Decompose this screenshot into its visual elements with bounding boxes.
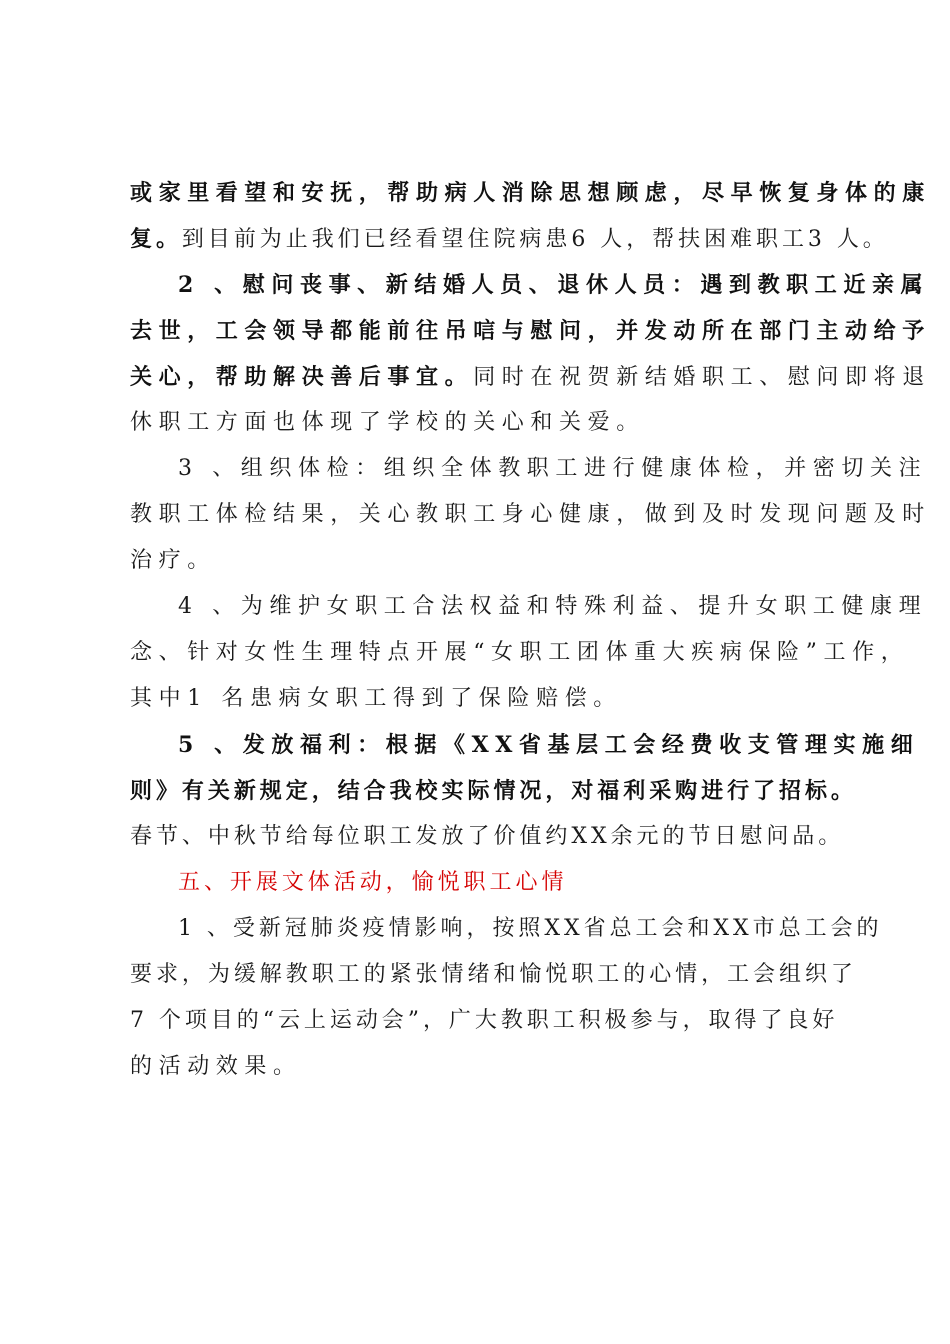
text-line: 7 个项目的“云上运动会”，广大教职工积极参与，取得了良好 xyxy=(130,1008,839,1033)
paragraph-6 xyxy=(130,906,883,1090)
text-line: 则》有关新规定，结合我校实际情况，对福利采购进行了招标。 xyxy=(130,778,857,804)
text-line: 春节、中秋节给每位职工发放了价值约XX余元的节日慰问品。 xyxy=(130,824,845,849)
text-line: 5 、发放福利：根据《XX省基层工会经费收支管理实施细 xyxy=(178,732,920,758)
bold-text: 复。 xyxy=(130,226,182,252)
text-line: 1 、受新冠肺炎疫情影响，按照XX省总工会和XX市总工会的 xyxy=(178,916,883,941)
text-line xyxy=(130,354,931,400)
paragraph-1 xyxy=(130,170,931,262)
text-line: 3 、组织体检：组织全体教职工进行健康体检，并密切关注 xyxy=(178,456,928,481)
text-line: 要求，为缓解教职工的紧张情绪和愉悦职工的心情，工会组织了 xyxy=(130,962,857,987)
text-line: 或家里看望和安抚，帮助病人消除思想顾虑，尽早恢复身体的康 xyxy=(130,180,931,206)
text-line: 4 、为维护女职工合法权益和特殊利益、提升女职工健康理 xyxy=(178,594,928,619)
text-line: 治疗。 xyxy=(130,548,216,573)
paragraph-4 xyxy=(130,584,928,722)
plain-text: 到目前为止我们已经看望住院病患6 人，帮扶困难职工3 人。 xyxy=(181,227,889,252)
text-line: 其中1 名患病女职工得到了保险赔偿。 xyxy=(130,686,622,711)
document-page xyxy=(130,170,931,1090)
section-heading: 五、开展文体活动，愉悦职工心情 xyxy=(178,870,568,895)
text-line: 2 、慰问丧事、新结婚人员、退休人员：遇到教职工近亲属 xyxy=(178,272,930,298)
text-line xyxy=(130,216,889,262)
text-line: 的活动效果。 xyxy=(130,1054,302,1079)
text-line: 念、针对女性生理特点开展“女职工团体重大疾病保险”工作， xyxy=(130,640,910,665)
text-line: 去世，工会领导都能前往吊唁与慰问，并发动所在部门主动给予 xyxy=(130,318,931,344)
paragraph-3 xyxy=(130,446,931,584)
bold-text: 关心，帮助解决善后事宜。 xyxy=(130,364,474,390)
paragraph-5 xyxy=(130,722,920,860)
paragraph-2 xyxy=(130,262,931,446)
text-line: 教职工体检结果，关心教职工身心健康，做到及时发现问题及时 xyxy=(130,502,931,527)
text-line: 休职工方面也体现了学校的关心和关爱。 xyxy=(130,410,645,435)
plain-text: 同时在祝贺新结婚职工、慰问即将退 xyxy=(473,365,931,390)
